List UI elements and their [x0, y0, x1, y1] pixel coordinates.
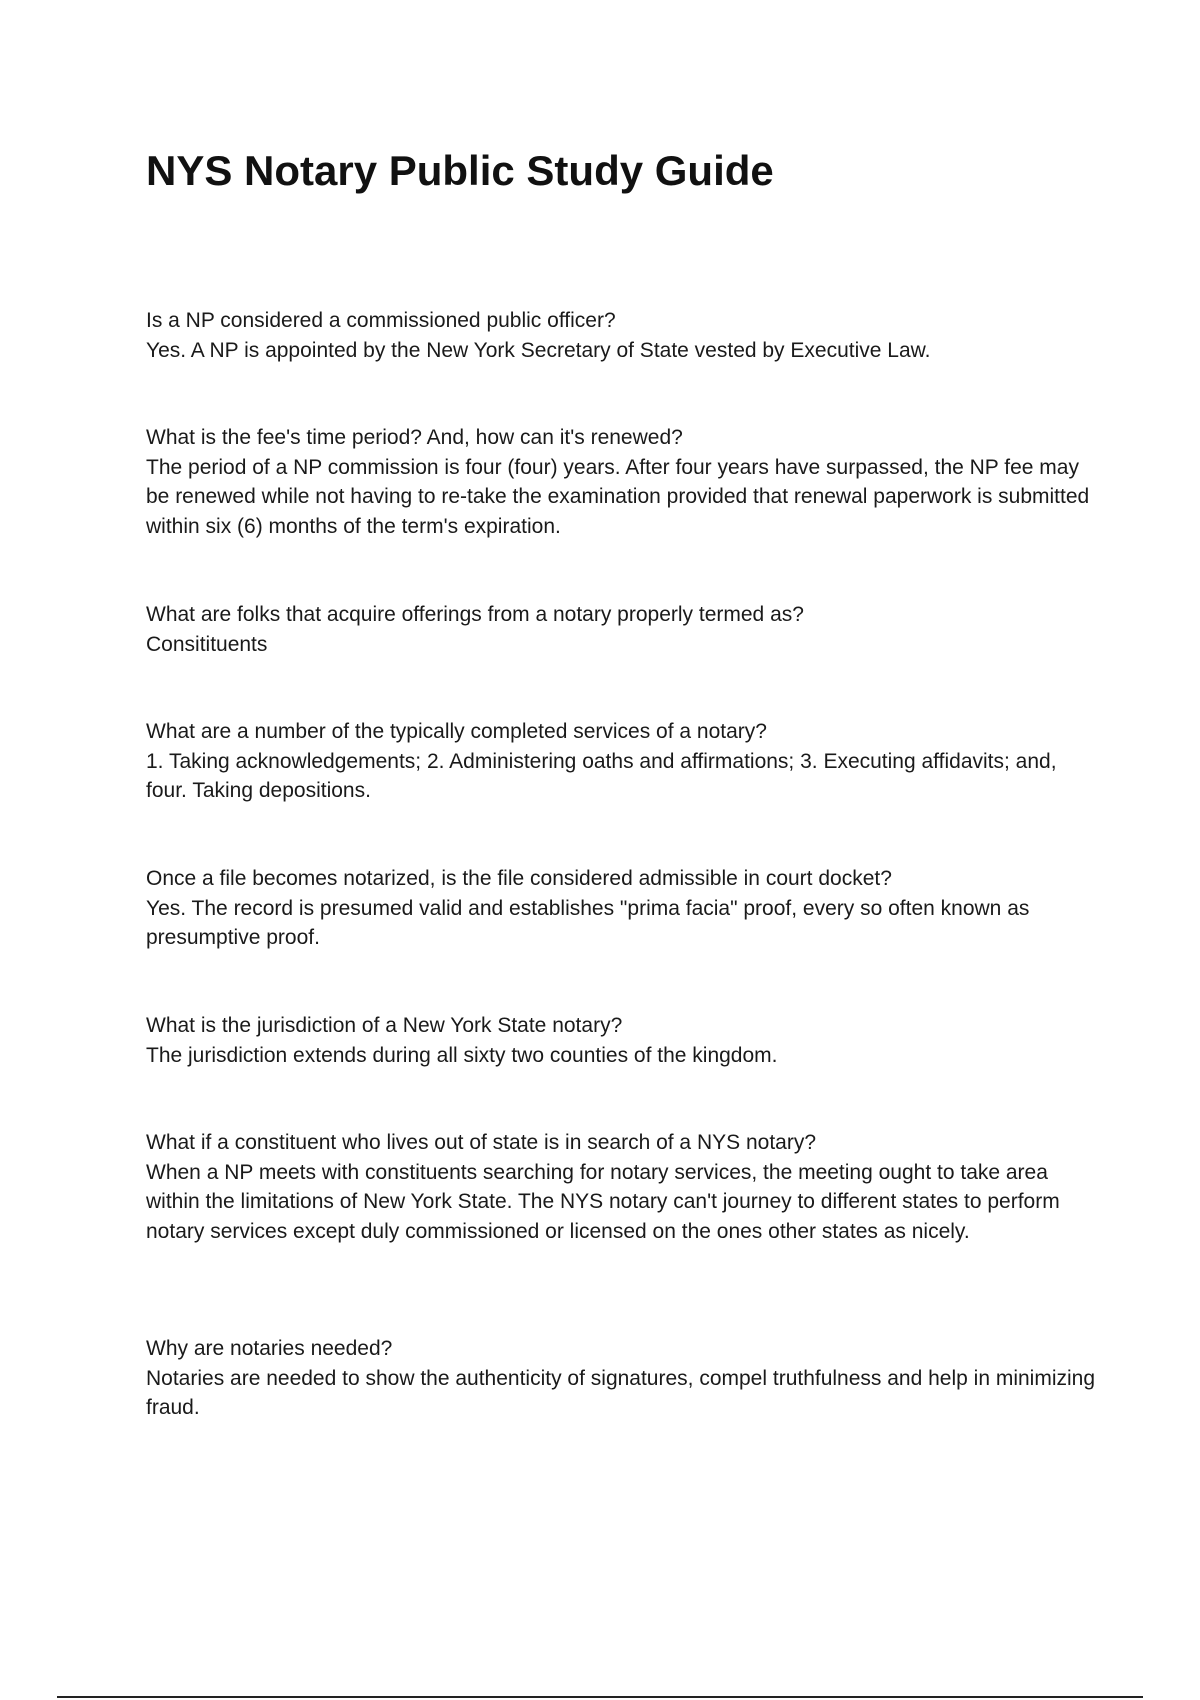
question-text: What are folks that acquire offerings from a notary properly termed as?	[146, 603, 804, 626]
qa-item	[146, 1334, 1096, 1423]
answer-text: Notaries are needed to show the authenticity of signatures, compel truthfulness and help in minimizing fraud.	[146, 1366, 1096, 1419]
answer-text: 1. Taking acknowledgements; 2. Administering oaths and affirmations; 3. Executing affidavits; and, four. Taking depositions.	[146, 749, 1057, 802]
question-text: Is a NP considered a commissioned public officer?	[146, 309, 616, 332]
question-text: What is the fee's time period? And, how can it's renewed?	[146, 426, 683, 449]
qa-item	[146, 1011, 1096, 1070]
question-text: What is the jurisdiction of a New York State notary?	[146, 1014, 623, 1037]
qa-item	[146, 717, 1096, 806]
qa-item	[146, 306, 1096, 365]
qa-item	[146, 1128, 1096, 1246]
question-text: What if a constituent who lives out of state is in search of a NYS notary?	[146, 1131, 817, 1154]
question-text: Why are notaries needed?	[146, 1337, 393, 1360]
question-text: Once a file becomes notarized, is the file considered admissible in court docket?	[146, 867, 892, 890]
answer-text: The period of a NP commission is four (four) years. After four years have surpassed, the NP fee may be renewed while not having to re-take the examination provided that renewal paperwork is submitted within six (6) months of the term's expiration.	[146, 455, 1090, 538]
answer-text: Consitituents	[146, 632, 268, 656]
answer-text: When a NP meets with constituents searching for notary services, the meeting ought to take area within the limitations of New York State. The NYS notary can't journey to different states to perform notary services except duly commissioned or licensed on the ones other states as nicely.	[146, 1160, 1060, 1243]
qa-item	[146, 423, 1096, 541]
question-text: What are a number of the typically completed services of a notary?	[146, 720, 767, 743]
qa-item	[146, 864, 1096, 953]
page-divider	[57, 1696, 1143, 1698]
answer-text: Yes. A NP is appointed by the New York Secretary of State vested by Executive Law.	[146, 338, 931, 362]
qa-item	[146, 600, 1096, 659]
page-title: NYS Notary Public Study Guide	[146, 147, 774, 194]
answer-text: The jurisdiction extends during all sixty two counties of the kingdom.	[146, 1043, 778, 1067]
answer-text: Yes. The record is presumed valid and establishes "prima facia" proof, every so often known as presumptive proof.	[146, 896, 1030, 949]
